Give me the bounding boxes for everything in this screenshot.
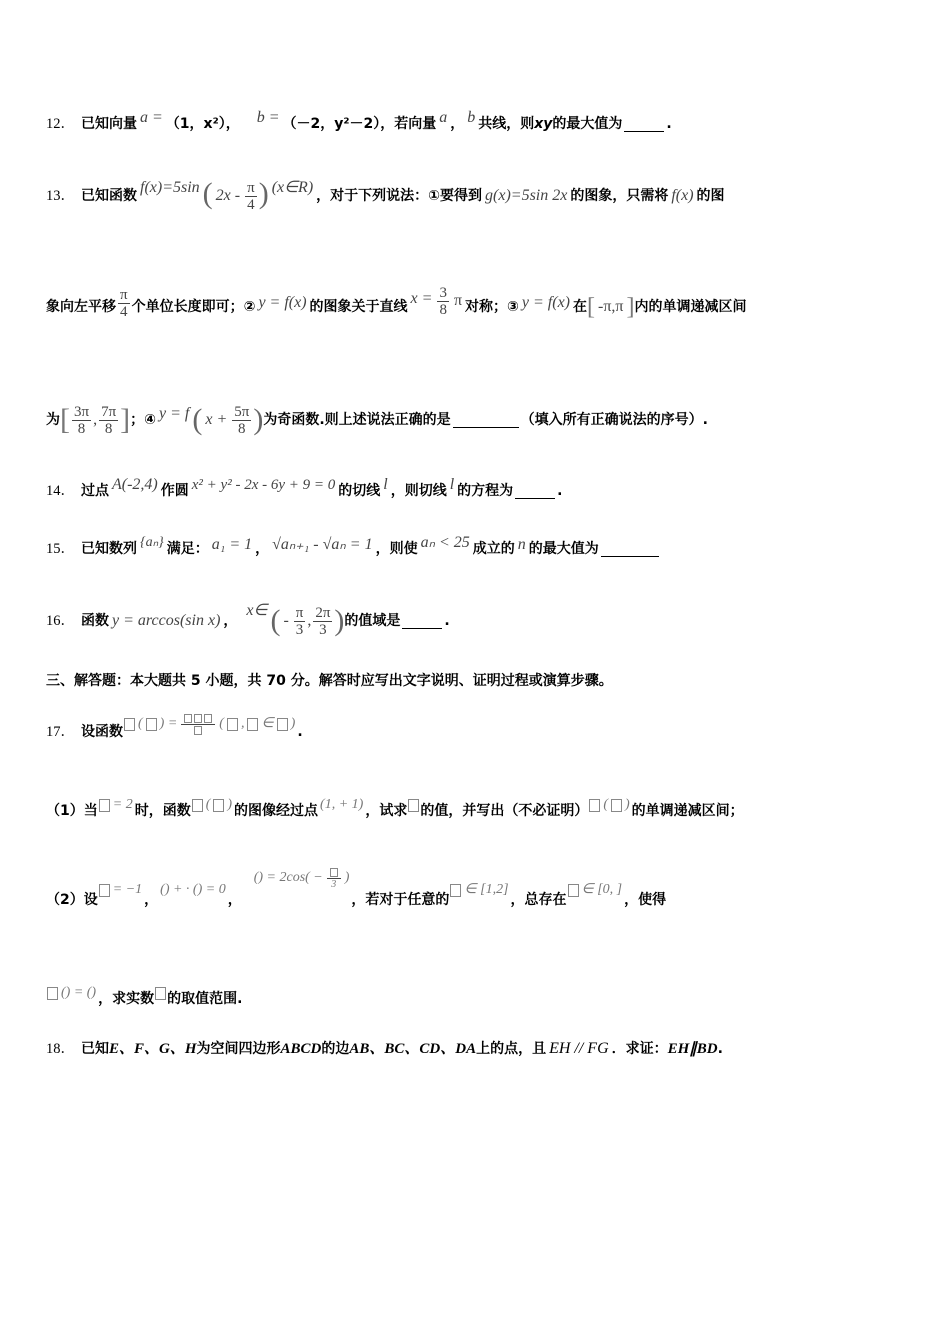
question-number: 18．	[46, 1041, 75, 1057]
question-13-line-2: 象向左平移 $\frac{\pi}{4}$ 个单位长度即可；② y = f(x) 的图象关于直线 x = $\frac{3}{8}$ π 对称；③ y = f(x) 在 [ -π,π ] 内的单调递减区间	[46, 284, 747, 320]
question-18: 18． 已知 E、F、G、H 为空间四边形 ABCD 的边 AB、BC、CD、DA 上的点，且 EH // FG ．求证： EH∥BD .	[46, 1038, 910, 1060]
question-number: 16．	[46, 613, 75, 629]
answer-blank	[515, 484, 555, 499]
question-14: 14． 过点 A(-2,4) 作圆 x² + y² - 2x - 6y + 9 = 0 的切线 l ，则切线 l 的方程为 .	[46, 480, 910, 502]
question-number: 12．	[46, 116, 75, 132]
answer-blank	[453, 413, 519, 428]
answer-blank	[402, 614, 442, 629]
question-17-part-2-cont: () = () ，求实数 的取值范围.	[46, 988, 910, 1010]
question-13: 13． 已知函数 f(x)=5sin ( 2x - $\frac{\pi}{4}$ ) (x∈R) ，对于下列说法：①要得到 g(x)=5sin 2x 的图象，只需将 f(x) 的图	[46, 177, 725, 213]
question-17: 17． 设函数 ( ) = ( , ∈ ) .	[46, 717, 910, 747]
formula-image: ( ) = ( , ∈ )	[123, 713, 297, 736]
question-number: 15．	[46, 541, 75, 557]
answer-blank	[624, 117, 664, 132]
question-15: 15． 已知数列 {aₙ} 满足： a₁ = 1 ， √aₙ₊₁ - √aₙ = 1 ，则使 aₙ < 25 成立的 n 的最大值为	[46, 538, 910, 560]
question-number: 13．	[46, 188, 75, 204]
question-16: 16． 函数 y = arccos(sin x) ， x∈ ( - $\frac{\pi}{3}$ , $\frac{2\pi}{3}$ ) 的值域是 .	[46, 602, 450, 638]
question-17-part-1: （1）当 = 2 时，函数 ( ) 的图像经过点 (1, + 1) ，试求 的值，并写出（不必证明） ( ) 的单调递减区间；	[46, 797, 744, 819]
question-number: 17．	[46, 724, 75, 740]
answer-blank	[601, 542, 659, 557]
question-13-line-3: 为 [ $\frac{3\pi}{8}$ , $\frac{7\pi}{8}$ ] ；④ y = f ( x + $\frac{5\pi}{8}$ ) 为奇函数.则上述说法正确的是 （填入所有正确说法的序号）.	[46, 403, 708, 437]
question-12: 12． 已知向量 a = （1，x²）， b = （－2，y²－2），若向量 a ， b 共线，则 xy 的最大值为 .	[46, 113, 910, 135]
question-number: 14．	[46, 483, 75, 499]
question-17-part-2: （2）设 = −1 ， () + · () = 0 ， () = 2cos( − 3 ) ，若对于任意的 ∈ [1,2] ，总存在 ∈ [0, ] ，使得	[46, 880, 910, 920]
section-heading: 三、解答题：本大题共 5 小题，共 70 分。解答时应写出文字说明、证明过程或演算步骤。	[46, 673, 613, 689]
